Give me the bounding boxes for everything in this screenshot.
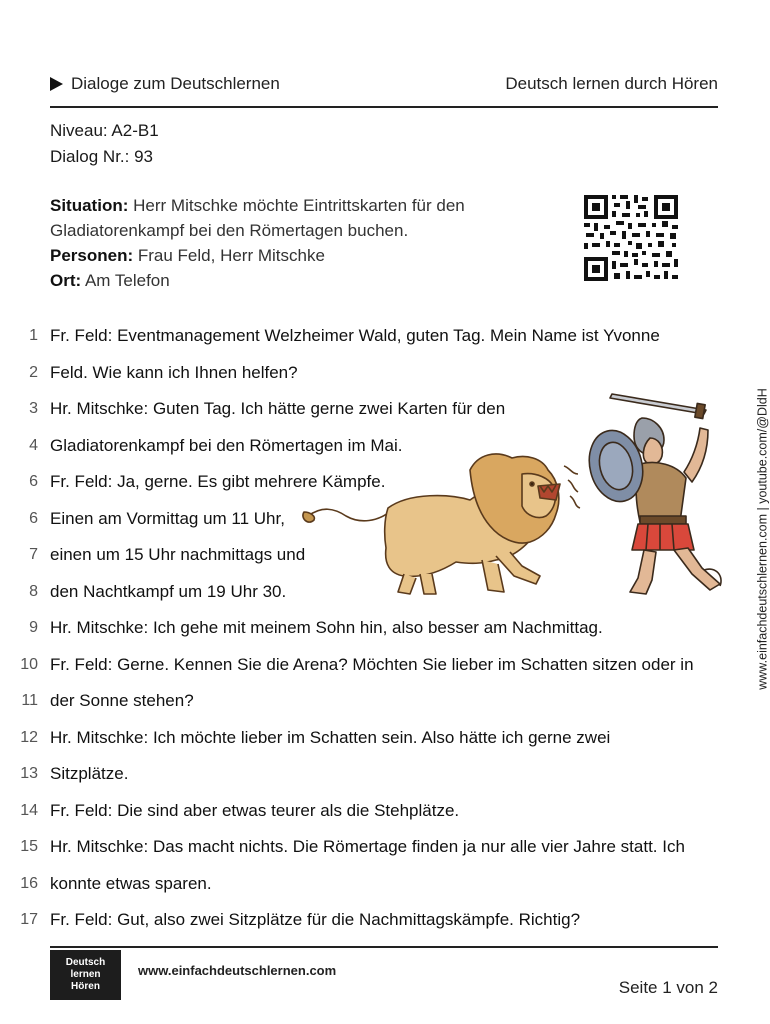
ort-label: Ort: [50, 271, 82, 290]
dialog-meta [50, 118, 159, 170]
situation-text: Herr Mitschke möchte Eintrittskarten für den Gladiatorenkampf bei den Römertagen buchen. [50, 196, 465, 240]
dialog-line [0, 720, 768, 756]
personen-row [50, 243, 530, 268]
situation-block [50, 193, 530, 293]
line-number: 7 [29, 546, 38, 563]
line-text: Sitzplätze. [50, 764, 129, 783]
line-text: Hr. Mitschke: Das macht nichts. Die Römertage finden ja nur alle vier Jahre statt. Ich [50, 837, 685, 856]
dialog-line [0, 610, 768, 646]
line-text: Hr. Mitschke: Ich möchte lieber im Schatten sein. Also hätte ich gerne zwei [50, 727, 611, 747]
line-number: 12 [20, 728, 38, 746]
page-header [50, 72, 718, 108]
dialog-line [0, 318, 768, 354]
dialog-line [0, 902, 768, 938]
footer-divider [50, 946, 718, 948]
series-tagline: Deutsch lernen durch Hören [505, 74, 718, 93]
dialog-line [0, 829, 768, 865]
line-text: Hr. Mitschke: Guten Tag. Ich hätte gerne zwei Karten für den [50, 399, 506, 418]
situation-label: Situation: [50, 196, 129, 215]
line-text: Hr. Mitschke: Ich gehe mit meinem Sohn hin, also besser am Nachmittag. [50, 618, 603, 637]
line-number: 14 [20, 801, 38, 819]
dialog-line [0, 647, 768, 683]
line-number: 17 [20, 911, 38, 928]
personen-label: Personen: [50, 246, 134, 265]
line-text: Gladiatorenkampf bei den Römertagen im Mai. [50, 435, 403, 455]
line-number: 15 [20, 838, 38, 855]
dialog-line [0, 793, 768, 829]
line-number: 13 [20, 765, 38, 782]
side-credits-text: www.einfachdeutschlernen.com | youtube.com/@DldH [755, 388, 770, 690]
logo-line-2: lernen [70, 969, 101, 980]
line-text: Feld. Wie kann ich Ihnen helfen? [50, 362, 298, 382]
dialog-number: Dialog Nr.: 93 [50, 147, 153, 166]
line-text: der Sonne stehen? [50, 691, 194, 710]
line-text: Einen am Vormittag um 11 Uhr, [50, 508, 285, 528]
line-text: Fr. Feld: Gerne. Kennen Sie die Arena? Möchten Sie lieber im Schatten sitzen oder in [50, 654, 694, 674]
line-text: einen um 15 Uhr nachmittags und [50, 545, 306, 564]
line-number: 4 [29, 436, 38, 454]
logo-line-3: Hören [71, 981, 100, 992]
ort-row [50, 268, 530, 293]
logo-line-1: Deutsch [65, 957, 106, 968]
dialog-line [0, 355, 768, 391]
line-number: 1 [29, 327, 38, 344]
dialog-line [0, 391, 768, 427]
line-number: 3 [29, 400, 38, 417]
line-number: 6 [29, 509, 38, 527]
series-title-text: Dialoge zum Deutschlernen [71, 74, 280, 93]
personen-text: Frau Feld, Herr Mitschke [137, 246, 325, 265]
footer-url-link[interactable]: www.einfachdeutschlernen.com [138, 963, 337, 978]
line-number: 6 [29, 473, 38, 490]
line-text: konnte etwas sparen. [50, 873, 212, 893]
dialog-line [0, 501, 768, 537]
line-text: Fr. Feld: Ja, gerne. Es gibt mehrere Kämpfe. [50, 472, 386, 491]
line-number: 16 [20, 874, 38, 892]
line-number: 8 [29, 582, 38, 600]
line-text: Fr. Feld: Eventmanagement Welzheimer Wald, guten Tag. Mein Name ist Yvonne [50, 326, 660, 345]
line-number: 10 [20, 655, 38, 673]
dialog-line [0, 574, 768, 610]
dialog-line [0, 756, 768, 792]
series-title [50, 72, 280, 96]
site-logo[interactable] [50, 950, 121, 1000]
dialog-line [0, 683, 768, 719]
dialog-line [0, 464, 768, 500]
dialog-line [0, 428, 768, 464]
page-number: Seite 1 von 2 [618, 978, 718, 997]
niveau-label: Niveau: A2-B1 [50, 121, 159, 140]
line-text: Fr. Feld: Gut, also zwei Sitzplätze für die Nachmittagskämpfe. Richtig? [50, 910, 581, 929]
play-icon [50, 77, 63, 91]
situation-row [50, 193, 530, 243]
ort-text: Am Telefon [84, 271, 170, 290]
line-number: 2 [29, 363, 38, 381]
qr-code-icon[interactable] [582, 193, 680, 283]
dialog-line [0, 537, 768, 573]
line-text: Fr. Feld: Die sind aber etwas teurer als die Stehplätze. [50, 800, 460, 820]
dialog-line [0, 866, 768, 902]
line-text: den Nachtkampf um 19 Uhr 30. [50, 581, 287, 601]
line-number: 9 [29, 619, 38, 636]
line-number: 11 [21, 692, 38, 709]
